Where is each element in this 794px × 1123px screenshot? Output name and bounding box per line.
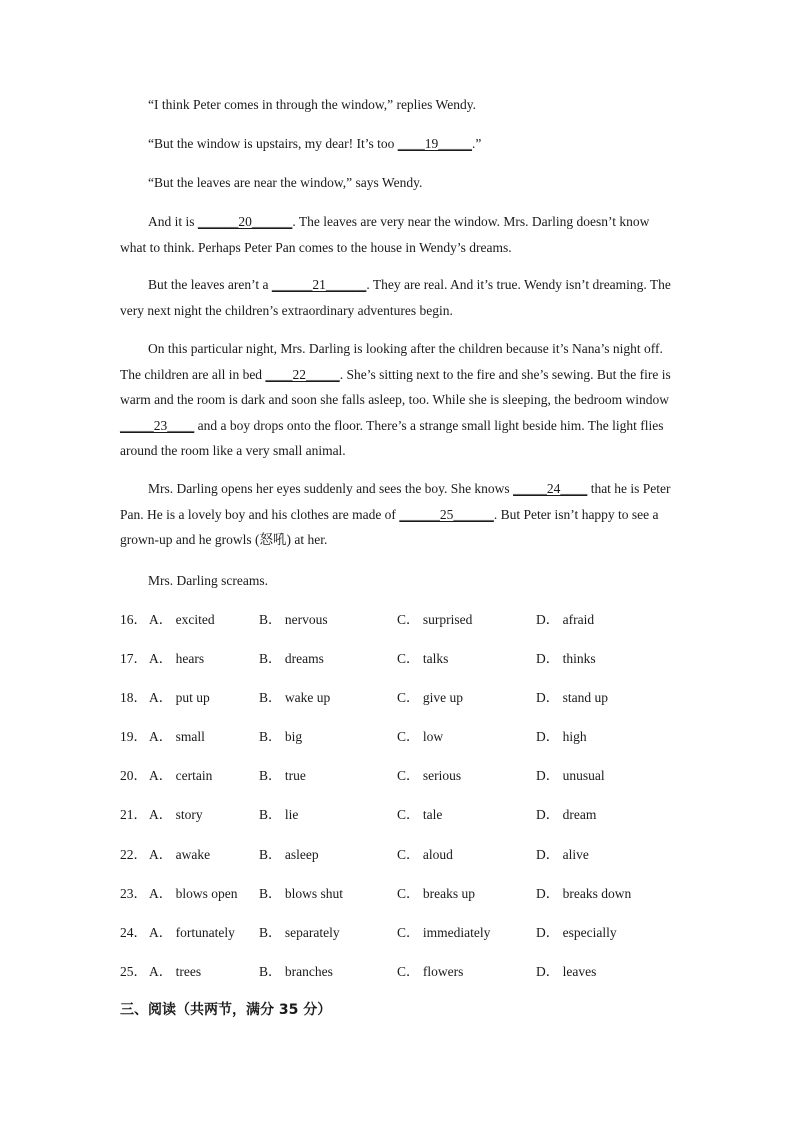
option-c: C． tale (397, 807, 443, 823)
question-row-21 (120, 802, 680, 841)
option-b: B． true (259, 768, 306, 784)
passage-paragraph-1 (120, 92, 675, 118)
option-c: C． serious (397, 768, 462, 784)
question-row-16 (120, 607, 680, 646)
option-b: B． nervous (259, 612, 328, 627)
blank-24: _____24____ (513, 481, 588, 496)
option-a: A． put up (149, 690, 210, 706)
option-a: A． hears (149, 651, 205, 667)
option-d: D． breaks down (536, 885, 632, 901)
option-b: B． big (259, 729, 303, 745)
section-heading: 三、阅读（共两节，满分 35 分） (120, 1002, 332, 1018)
question-number: 23． (120, 885, 147, 901)
option-c: C． flowers (397, 963, 464, 979)
question-number: 20． (120, 768, 147, 784)
passage-text: Mrs. Darling screams. (148, 573, 268, 588)
question-options-list (120, 607, 680, 998)
option-c: C． aloud (397, 846, 453, 862)
question-row-20 (120, 763, 680, 802)
question-row-17 (120, 646, 680, 685)
passage-text: On this particular night, Mrs. Darling is looking after the children because it’s Nana’s night off. The children are all in bed (120, 341, 663, 382)
option-c: C． talks (397, 651, 449, 667)
passage-text: But the leaves aren’t a (148, 277, 272, 292)
passage-paragraph-8 (120, 568, 675, 594)
blank-25: ______25______ (399, 506, 494, 522)
passage-paragraph-6 (120, 336, 675, 464)
blank-19: ____19_____ (397, 136, 472, 151)
question-number: 21． (120, 807, 147, 823)
passage-text: . She’s sitting next to the fire and she’s sewing. But the fire is warm and the room is dark and soon she falls asleep, too. While she is sleeping, the bedroom window (120, 366, 671, 407)
question-number: 19． (120, 729, 147, 745)
passage-text: . They are real. And it’s true. Wendy isn’t dreaming. The very next night the children’s extraordinary adventures begin. (120, 277, 671, 318)
option-b: B． blows shut (259, 885, 344, 901)
option-d: D． unusual (536, 768, 605, 784)
option-c: C． breaks up (397, 885, 475, 901)
option-d: D． stand up (536, 690, 608, 706)
question-row-18 (120, 685, 680, 724)
option-d: D． especially (536, 924, 617, 940)
passage-text: Mrs. Darling opens her eyes suddenly and sees the boy. She knows (148, 481, 514, 496)
blank-23: _____23____ (120, 417, 195, 433)
passage-text: “I think Peter comes in through the window,” replies Wendy. (148, 97, 476, 112)
question-number: 17． (120, 651, 147, 667)
question-row-24 (120, 920, 680, 959)
option-b: B． dreams (259, 651, 324, 667)
passage-paragraph-2 (120, 131, 675, 157)
option-a: A． trees (149, 963, 202, 979)
passage-text: . But Peter isn’t happy to see a grown-up and he growls (怒吼) at her. (120, 506, 659, 547)
option-a: A． story (149, 807, 203, 823)
passage-text: and a boy drops onto the floor. There’s a strange small light beside him. The light flies around the room like a very small animal. (120, 417, 664, 458)
option-a: A． excited (149, 612, 215, 627)
option-a: A． certain (149, 768, 213, 784)
question-row-25 (120, 959, 680, 998)
option-a: A． awake (149, 846, 211, 862)
blank-22: ____22_____ (265, 366, 340, 382)
question-number: 25． (120, 963, 147, 979)
question-number: 18． (120, 690, 147, 706)
passage-text: . The leaves are very near the window. Mrs. Darling doesn’t know what to think. Perhaps Peter Pan comes to the house in Wendy’s dreams. (120, 214, 650, 255)
option-b: B． asleep (259, 846, 319, 862)
blank-21: ______21______ (271, 277, 367, 292)
question-number: 16． (120, 612, 147, 627)
question-number: 22． (120, 846, 147, 862)
option-c: C． immediately (397, 924, 491, 940)
question-row-22 (120, 842, 680, 881)
option-a: A． small (149, 729, 205, 745)
question-row-19 (120, 724, 680, 763)
option-b: B． lie (259, 807, 299, 823)
option-d: D． alive (536, 846, 589, 862)
option-c: C． low (397, 729, 444, 745)
option-a: A． blows open (149, 885, 238, 901)
question-row-23 (120, 881, 680, 920)
passage-text: “But the leaves are near the window,” says Wendy. (148, 175, 423, 190)
blank-20: ______20______ (197, 214, 293, 229)
option-d: D． afraid (536, 612, 595, 627)
passage-text: “But the window is upstairs, my dear! It’s too (148, 136, 398, 151)
option-d: D． thinks (536, 651, 596, 667)
option-c: C． give up (397, 690, 463, 706)
option-d: D． dream (536, 807, 597, 823)
passage-paragraph-7 (120, 476, 675, 553)
passage-text: .” (471, 136, 482, 151)
option-b: B． branches (259, 963, 333, 979)
question-number: 24． (120, 924, 147, 940)
passage-text: that he is Peter Pan. He is a lovely boy and his clothes are made of (120, 481, 671, 522)
passage-text: And it is (148, 214, 198, 229)
option-b: B． separately (259, 924, 340, 940)
option-d: D． high (536, 729, 587, 745)
passage-paragraph-3 (120, 170, 675, 196)
passage-paragraph-5 (120, 272, 675, 323)
option-b: B． wake up (259, 690, 331, 706)
option-a: A． fortunately (149, 924, 235, 940)
option-d: D． leaves (536, 963, 597, 979)
option-c: C． surprised (397, 612, 473, 627)
passage-paragraph-4 (120, 209, 675, 260)
